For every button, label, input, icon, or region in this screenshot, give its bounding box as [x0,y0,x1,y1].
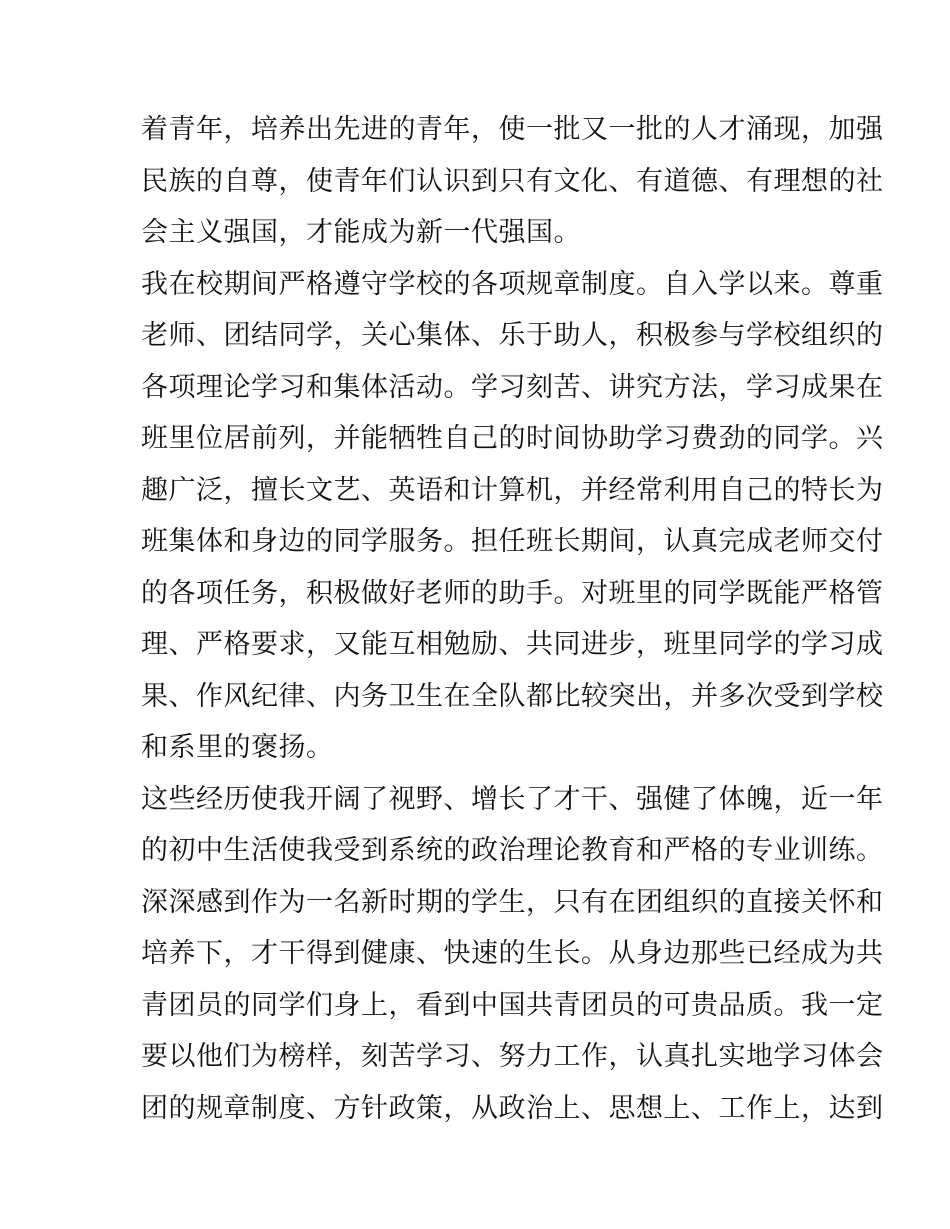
text-line: 这些经历使我开阔了视野、增长了才干、强健了体魄，近一年 [141,783,884,815]
text-line: 各项理论学习和集体活动。学习刻苦、讲究方法，学习成果在 [141,371,884,403]
text-line: 培养下，才干得到健康、快速的生长。从身边那些已经成为共 [141,938,884,969]
text-line: 趣广泛，擅长文艺、英语和计算机，并经常利用自己的特长为 [141,474,884,506]
text-line: 我在校期间严格遵守学校的各项规章制度。自入学以来。尊重 [141,268,884,300]
text-line: 班里位居前列，并能牺牲自己的时间协助学习费劲的同学。兴 [141,423,884,454]
text-line: 着青年，培养出先进的青年，使一批又一批的人才涌现，加强 [141,114,884,145]
text-line: 果、作风纪律、内务卫生在全队都比较突出，并多次受到学校 [141,680,884,712]
text-line: 的初中生活使我受到系统的政治理论教育和严格的专业训练。 [141,835,884,866]
text-line: 的各项任务，积极做好老师的助手。对班里的同学既能严格管 [141,577,884,609]
text-line: 理、严格要求，又能互相勉励、共同进步，班里同学的学习成 [141,629,884,660]
text-line: 青团员的同学们身上，看到中国共青团员的可贵品质。我一定 [141,989,884,1021]
text-line: 班集体和身边的同学服务。担任班长期间，认真完成老师交付 [141,526,884,557]
text-line: 深深感到作为一名新时期的学生，只有在团组织的直接关怀和 [141,886,884,918]
text-line: 民族的自尊，使青年们认识到只有文化、有道德、有理想的社 [141,165,884,197]
text-line: 和系里的褒扬。 [141,732,334,763]
text-line: 团的规章制度、方针政策，从政治上、思想上、工作上，达到 [141,1092,884,1124]
body-text [141,104,884,1134]
text-line: 会主义强国，才能成为新一代强国。 [141,217,581,248]
text-line: 老师、团结同学，关心集体、乐于助人，积极参与学校组织的 [141,320,884,351]
text-line: 要以他们为榜样，刻苦学习、努力工作，认真扎实地学习体会 [141,1041,884,1072]
